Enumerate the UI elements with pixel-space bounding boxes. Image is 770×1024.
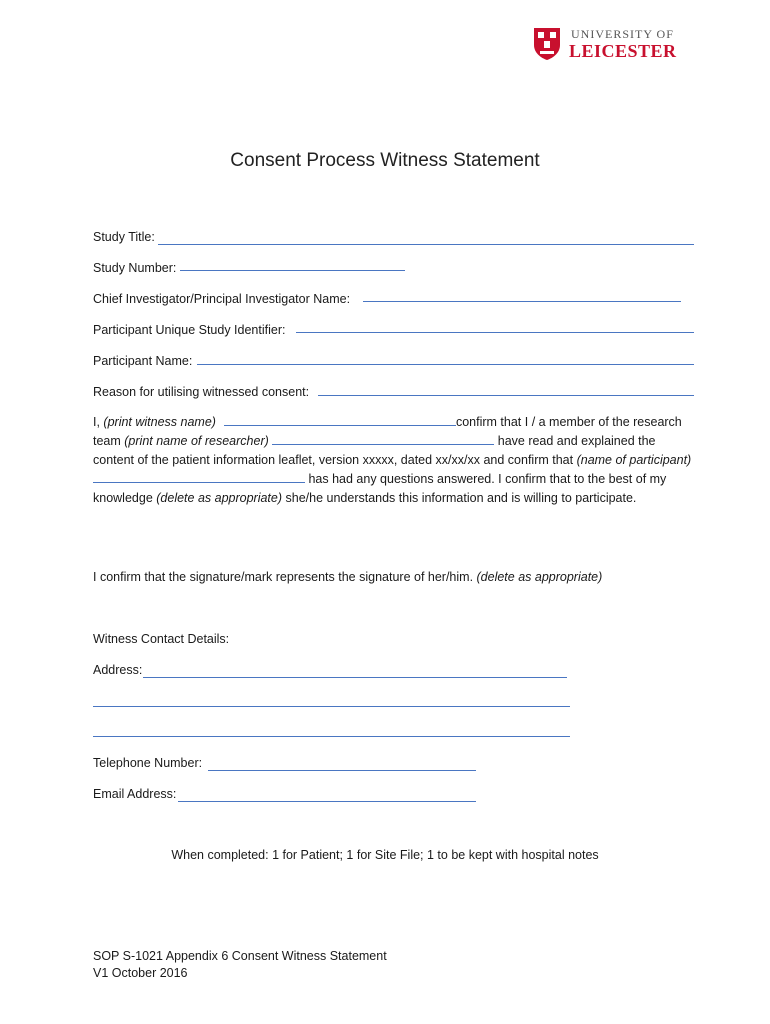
email-field[interactable] [178,801,476,802]
chief-investigator-label: Chief Investigator/Principal Investigator Name: [93,292,351,306]
signature-delete-hint: (delete as appropriate) [476,570,603,584]
statement-text: I, [93,415,104,429]
statement-text: has had any questions answered. I confirm that to the best of my knowledge [93,472,667,505]
participant-id-field[interactable] [296,332,694,333]
address-field-line-1[interactable] [143,677,567,678]
witness-contact-heading: Witness Contact Details: [93,632,230,646]
participant-name-statement-field[interactable] [93,470,305,483]
participant-name-hint: (name of participant) [576,453,692,467]
telephone-label: Telephone Number: [93,756,203,770]
address-field-line-2[interactable] [93,706,570,707]
researcher-name-hint: (print name of researcher) [124,434,269,448]
chief-investigator-field[interactable] [363,301,681,302]
university-crest-icon [533,27,561,61]
delete-hint: (delete as appropriate) [156,491,283,505]
researcher-name-field[interactable] [272,432,494,445]
footer-sop-reference: SOP S-1021 Appendix 6 Consent Witness Statement [93,949,387,963]
participant-name-label: Participant Name: [93,354,193,368]
completion-note: When completed: 1 for Patient; 1 for Site File; 1 to be kept with hospital notes [171,848,599,862]
participant-name-field[interactable] [197,364,694,365]
address-label: Address: [93,663,143,677]
statement-text: she/he understands this information and is willing to participate. [282,491,637,505]
reason-label: Reason for utilising witnessed consent: [93,385,310,399]
witness-statement-paragraph [93,413,693,508]
address-field-line-3[interactable] [93,736,570,737]
reason-field[interactable] [318,395,694,396]
page-title: Consent Process Witness Statement [230,150,540,171]
witness-name-hint: (print witness name) [103,415,216,429]
study-title-label: Study Title: [93,230,155,244]
email-label: Email Address: [93,787,177,801]
university-logo [533,24,678,66]
signature-statement-text: I confirm that the signature/mark represents the signature of her/him. [93,570,477,584]
witness-name-field[interactable] [224,413,456,426]
statement-text: have read and explained the content of the patient information leaflet, version xxxxx, dated xx/xx/xx and confirm that [93,434,656,467]
study-title-field[interactable] [158,244,694,245]
document-footer [93,948,387,982]
logo-text-top: UNIVERSITY OF [571,27,674,41]
logo-text-bottom: LEICESTER [569,41,677,61]
participant-id-label: Participant Unique Study Identifier: [93,323,286,337]
study-number-label: Study Number: [93,261,177,275]
study-number-field[interactable] [180,270,405,271]
signature-statement [93,570,602,584]
footer-version: V1 October 2016 [93,966,188,980]
statement-text: confirm that I / a member of the research team [93,415,682,448]
telephone-field[interactable] [208,770,476,771]
